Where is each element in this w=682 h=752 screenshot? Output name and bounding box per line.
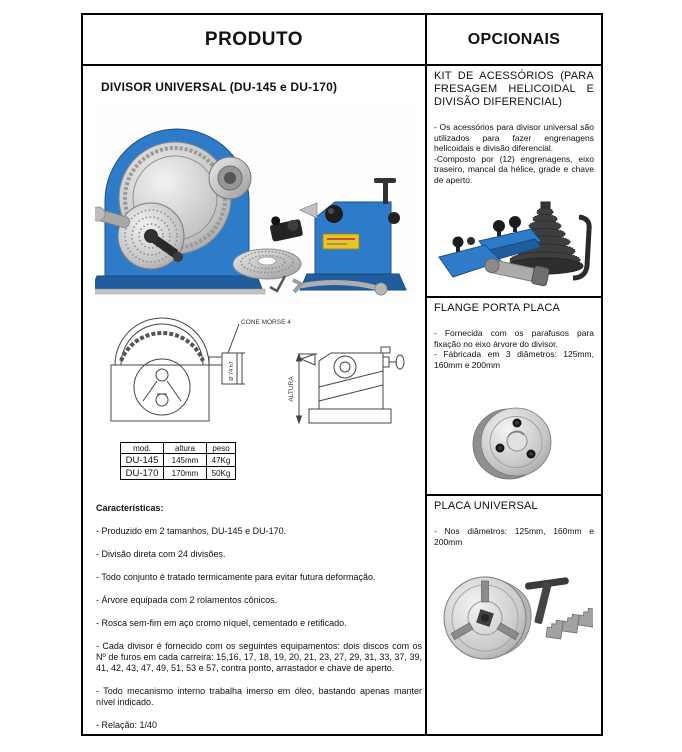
product-column bbox=[83, 66, 427, 734]
chuck-photo bbox=[427, 558, 601, 668]
placa-body bbox=[434, 526, 594, 547]
index-disc bbox=[233, 249, 301, 279]
kit-photo bbox=[427, 199, 601, 293]
diameter-label: Ø 74 h7 bbox=[229, 361, 235, 381]
spec-col-altura: altura bbox=[164, 443, 207, 454]
characteristic-item: - Produzido em 2 tamanhos, DU-145 e DU-170. bbox=[96, 526, 287, 536]
catalog-table bbox=[81, 13, 603, 736]
kit-paragraph: -Composto por (12) engrenagens, eixo traseiro, mancal da hélice, grade e chave de aperto. bbox=[434, 153, 594, 185]
kit-photo-illustration bbox=[433, 199, 595, 293]
characteristic-item: - Todo mecanismo interno trabalha imerso em óleo, bastando apenas manter nível indicado. bbox=[96, 686, 422, 707]
opcionais-column bbox=[427, 66, 601, 734]
flange-paragraph: - Fábricada em 3 diâmetros: 125mm, 160mm e 200mm bbox=[434, 349, 594, 370]
section-flange bbox=[427, 298, 601, 496]
product-photo-illustration bbox=[95, 106, 417, 306]
chuck-jaws bbox=[546, 607, 593, 639]
section-placa-universal bbox=[427, 496, 601, 734]
flange-body bbox=[434, 328, 594, 370]
spec-col-mod: mod. bbox=[121, 443, 164, 454]
technical-drawing-illustration bbox=[87, 309, 425, 437]
spec-col-peso: peso bbox=[207, 443, 236, 454]
spec-cell: DU-145 bbox=[121, 454, 164, 467]
spec-cell: 170mm bbox=[164, 467, 207, 480]
spec-table bbox=[120, 442, 236, 480]
produto-header: PRODUTO bbox=[204, 28, 304, 50]
spec-cell: 145mm bbox=[164, 454, 207, 467]
placa-paragraph: - Nos diâmetros: 125mm, 160mm e 200mm bbox=[434, 526, 594, 547]
flange-title: FLANGE PORTA PLACA bbox=[434, 302, 561, 314]
characteristic-item: - Árvore equipada com 2 rolamentos cônicos. bbox=[96, 595, 278, 605]
spec-table-header-row bbox=[121, 443, 236, 454]
produto-header-cell bbox=[83, 15, 427, 66]
altura-label: ALTURA bbox=[288, 376, 295, 402]
chuck-body bbox=[444, 577, 531, 659]
characteristic-item: - Todo conjunto é tratado termicamente para evitar futura deformação. bbox=[96, 572, 376, 582]
product-title: DIVISOR UNIVERSAL (DU-145 e DU-170) bbox=[101, 80, 338, 94]
cone-morse-label: CONE MORSE 4 bbox=[241, 319, 291, 326]
characteristic-item: - Divisão direta com 24 divisões. bbox=[96, 549, 226, 559]
chuck-photo-illustration bbox=[435, 558, 593, 668]
spec-cell: 50Kg bbox=[207, 467, 236, 480]
kit-body bbox=[434, 122, 594, 185]
characteristic-item: - Rosca sem-fim em aço cromo níquel, cementado e retificado. bbox=[96, 618, 347, 628]
kit-title: KIT DE ACESSÓRIOS (PARA FRESAGEM HELICOIDAL E DIVISÃO DIFERENCIAL) bbox=[434, 70, 594, 108]
flange-photo bbox=[427, 397, 601, 489]
flange-paragraph: - Fornecida com os parafusos para fixação no eixo árvore do divisor. bbox=[434, 328, 594, 349]
characteristic-item: - Relação: 1/40 bbox=[96, 720, 158, 730]
flange-photo-illustration bbox=[464, 397, 564, 489]
tailstock-label bbox=[323, 234, 359, 249]
section-kit-acessorios bbox=[427, 66, 601, 298]
table-row bbox=[121, 454, 236, 467]
technical-drawing bbox=[87, 309, 425, 442]
opcionais-header: OPCIONAIS bbox=[467, 30, 561, 48]
kit-paragraph: - Os acessórios para divisor universal são utilizados para fazer engrenagens helicoidais e divisão diferencial. bbox=[434, 122, 594, 153]
placa-title: PLACA UNIVERSAL bbox=[434, 500, 538, 512]
characteristics-section bbox=[96, 503, 422, 734]
characteristic-item: - Cada divisor é fornecido com os seguintes equipamentos: dois discos com os Nº de furos em cada carreira: 15,16, 17, 18, 19, 20, 21, 23, 27, 29, 31, 33, 37, 39, 41, 42, 43, 47, 49, 51, 53 e 57, contra ponto, arrastador e chave de aperto. bbox=[96, 641, 422, 673]
spec-cell: 47Kg bbox=[207, 454, 236, 467]
opcionais-header-cell bbox=[427, 15, 601, 66]
product-photo bbox=[95, 106, 417, 311]
table-row bbox=[121, 467, 236, 480]
spec-cell: DU-170 bbox=[121, 467, 164, 480]
characteristics-title: Características: bbox=[96, 503, 164, 513]
